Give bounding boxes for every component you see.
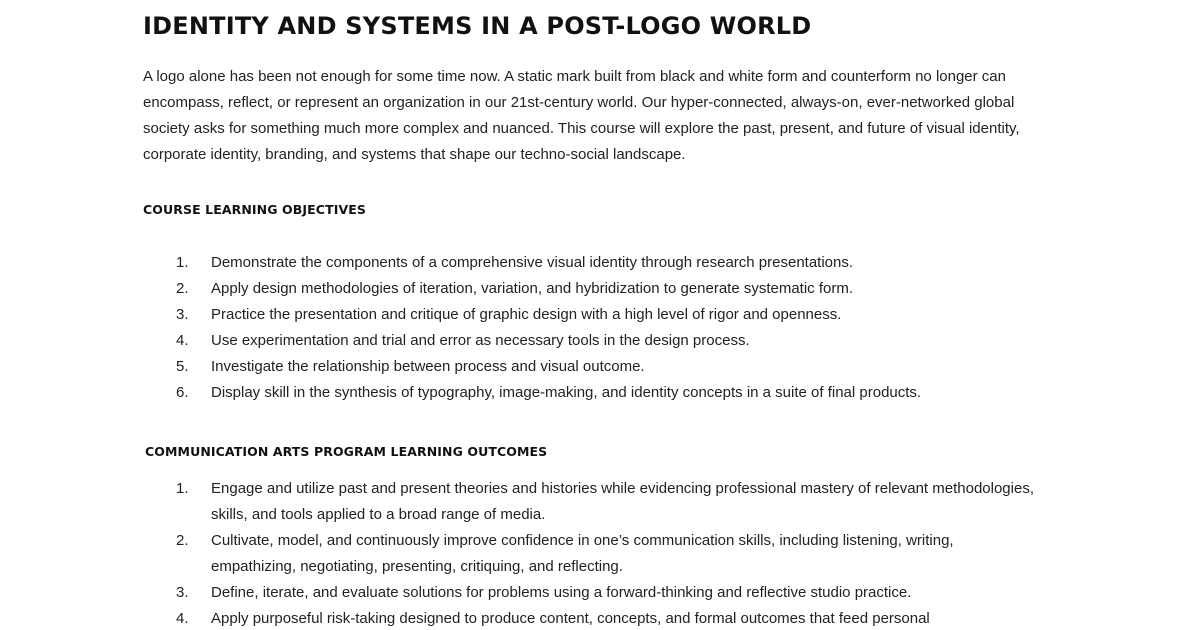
list-item-text: Cultivate, model, and continuously improve confidence in one’s communication skills, including listening, writing, empathizing, negotiating, presenting, critiquing, and reflecting. xyxy=(211,532,954,575)
list-item-text: Investigate the relationship between process and visual outcome. xyxy=(211,358,645,375)
list-item xyxy=(0,276,1041,302)
list-item xyxy=(0,528,1041,580)
list-item-number: 2. xyxy=(176,280,189,297)
list-item-number: 6. xyxy=(176,384,189,401)
intro-paragraph: A logo alone has been not enough for some time now. A static mark built from black and white form and counterform no longer can encompass, reflect, or represent an organization in our 21st-century world. Our hyper-connected, always-on, ever-networked global society asks for something much more complex and nuanced. This course will explore the past, present, and future of visual identity, corporate identity, branding, and systems that shape our techno-social landscape. xyxy=(143,68,1020,163)
list-item-number: 3. xyxy=(176,306,189,323)
list-item-text: Practice the presentation and critique of graphic design with a high level of rigor and openness. xyxy=(211,306,842,323)
document-title: IDENTITY AND SYSTEMS IN A POST-LOGO WORLD xyxy=(143,12,812,40)
list-item xyxy=(0,606,1041,630)
list-item xyxy=(0,250,1041,276)
list-item-text: Display skill in the synthesis of typography, image-making, and identity concepts in a suite of final products. xyxy=(211,384,922,401)
list-item-number: 5. xyxy=(176,358,189,375)
list-item xyxy=(0,328,1041,354)
list-item-number: 1. xyxy=(176,254,189,271)
list-item xyxy=(0,354,1041,380)
list-item xyxy=(0,476,1041,528)
list-item-number: 2. xyxy=(176,532,189,549)
list-item-text: Apply purposeful risk-taking designed to produce content, concepts, and formal outcomes that feed personal xyxy=(211,610,930,627)
list-item-number: 1. xyxy=(176,480,189,497)
list-item xyxy=(0,580,1041,606)
outcomes-list xyxy=(0,476,1041,630)
objectives-heading: COURSE LEARNING OBJECTIVES xyxy=(143,202,366,217)
list-item-number: 3. xyxy=(176,584,189,601)
list-item-number: 4. xyxy=(176,610,189,627)
outcomes-heading: COMMUNICATION ARTS PROGRAM LEARNING OUTCOMES xyxy=(145,444,548,459)
objectives-list xyxy=(0,250,1041,406)
list-item-text: Apply design methodologies of iteration, variation, and hybridization to generate systematic form. xyxy=(211,280,854,297)
list-item-text: Engage and utilize past and present theories and histories while evidencing professional mastery of relevant methodologies, skills, and tools applied to a broad range of media. xyxy=(211,480,1034,523)
list-item-text: Use experimentation and trial and error as necessary tools in the design process. xyxy=(211,332,750,349)
list-item-number: 4. xyxy=(176,332,189,349)
list-item-text: Demonstrate the components of a comprehensive visual identity through research presentations. xyxy=(211,254,854,271)
list-item-text: Define, iterate, and evaluate solutions for problems using a forward-thinking and reflective studio practice. xyxy=(211,584,912,601)
list-item xyxy=(0,302,1041,328)
list-item xyxy=(0,380,1041,406)
